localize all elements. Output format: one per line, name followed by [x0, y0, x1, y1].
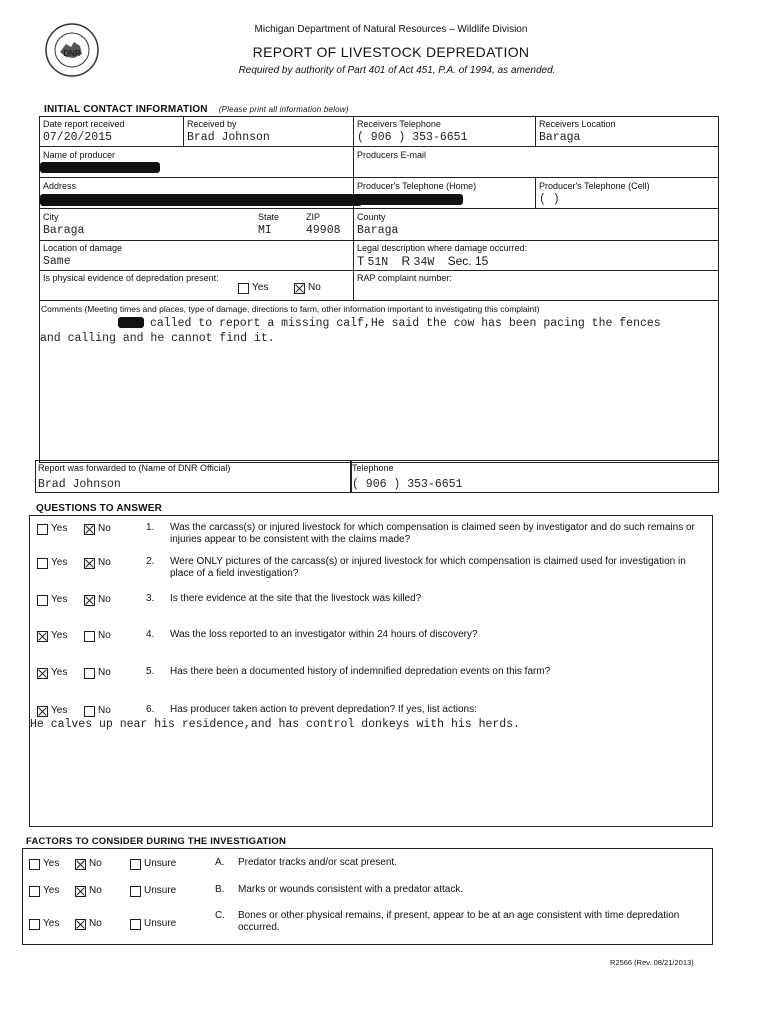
legal-description-value[interactable]: [357, 254, 488, 269]
section-questions: QUESTIONS TO ANSWER: [36, 503, 163, 514]
factor-yes-checkbox[interactable]: [29, 919, 40, 930]
question-3-yes-checkbox[interactable]: [37, 595, 48, 606]
state-value[interactable]: MI: [258, 224, 272, 237]
township-value: 51N: [367, 256, 389, 269]
factor-unsure-label: Unsure: [144, 885, 177, 896]
question-yes-label: Yes: [51, 667, 68, 678]
factor-yes-checkbox[interactable]: [29, 859, 40, 870]
question-no-label: No: [98, 630, 111, 641]
question-5-yes-checkbox[interactable]: [37, 668, 48, 679]
question-1-no[interactable]: [84, 523, 111, 536]
question-6-no[interactable]: [84, 705, 111, 718]
question-number: 3.: [146, 593, 155, 604]
question-6-yes[interactable]: [37, 705, 67, 718]
question-1-no-checkbox[interactable]: [84, 524, 95, 535]
form-title: REPORT OF LIVESTOCK DEPREDATION: [252, 44, 530, 60]
print-note: (Please print all information below): [218, 105, 349, 114]
factor-no-label: No: [89, 885, 102, 896]
section-label: Sec.: [447, 254, 472, 268]
received-by-label: Received by: [187, 119, 237, 129]
factor-c-unsure[interactable]: [130, 918, 176, 931]
forwarded-telephone-label: Telephone: [352, 463, 394, 473]
question-5-yes[interactable]: [37, 667, 67, 680]
receivers-location-value[interactable]: Baraga: [539, 131, 581, 144]
factor-yes-label: Yes: [43, 858, 60, 869]
factor-a-no[interactable]: [75, 858, 102, 871]
question-number: 4.: [146, 629, 155, 640]
factor-no-label: No: [89, 918, 102, 929]
factor-yes-label: Yes: [43, 885, 60, 896]
comments-label: Comments (Meeting times and places, type of damage, directions to farm, other information important to investigating this complaint): [41, 304, 540, 314]
factor-yes-label: Yes: [43, 918, 60, 929]
damage-location-value[interactable]: Same: [43, 255, 71, 268]
comments-line-1[interactable]: called to report a missing calf,He said the cow has been pacing the fences: [150, 317, 661, 330]
redacted-producer-in-comments: [118, 317, 144, 328]
factor-unsure-label: Unsure: [144, 918, 177, 929]
receivers-telephone-value[interactable]: ( 906 ) 353-6651: [357, 131, 468, 144]
question-2-no-checkbox[interactable]: [84, 558, 95, 569]
question-yes-label: Yes: [51, 523, 68, 534]
section-value: 15: [474, 254, 489, 268]
factor-unsure-label: Unsure: [144, 858, 177, 869]
rap-complaint-label: RAP complaint number:: [357, 273, 452, 283]
question-text: Is there evidence at the site that the livestock was killed?: [170, 593, 422, 604]
question-no-label: No: [98, 523, 111, 534]
comments-line-2[interactable]: and calling and he cannot find it.: [40, 332, 275, 345]
forwarded-telephone-value[interactable]: ( 906 ) 353-6651: [352, 478, 463, 491]
section-factors: FACTORS TO CONSIDER DURING THE INVESTIGATION: [26, 836, 287, 847]
section-initial-contact: [44, 104, 349, 115]
receivers-location-label: Receivers Location: [539, 119, 616, 129]
question-yes-label: Yes: [51, 630, 68, 641]
damage-location-label: Location of damage: [43, 243, 123, 253]
evidence-no-checkbox[interactable]: [294, 283, 305, 294]
factor-letter: A.: [215, 857, 225, 868]
received-by-value[interactable]: Brad Johnson: [187, 131, 270, 144]
agency-name: Michigan Department of Natural Resources – Wildlife Division: [254, 24, 528, 35]
question-2-no[interactable]: [84, 557, 111, 570]
question-no-label: No: [98, 557, 111, 568]
question-2-yes-checkbox[interactable]: [37, 558, 48, 569]
cell-telephone-value[interactable]: ( ): [539, 193, 560, 206]
question-3-no-checkbox[interactable]: [84, 595, 95, 606]
date-received-value[interactable]: 07/20/2015: [43, 131, 113, 144]
question-number: 6.: [146, 704, 155, 715]
form-number: R2566 (Rev. 08/21/2013): [610, 958, 694, 967]
question-6-no-checkbox[interactable]: [84, 706, 95, 717]
question-1-yes[interactable]: [37, 523, 67, 536]
factor-a-yes[interactable]: [29, 858, 59, 871]
factor-yes-checkbox[interactable]: [29, 886, 40, 897]
factor-b-no[interactable]: [75, 885, 102, 898]
factor-letter: B.: [215, 884, 225, 895]
question-4-no-checkbox[interactable]: [84, 631, 95, 642]
question-no-label: No: [98, 667, 111, 678]
question-yes-label: Yes: [51, 557, 68, 568]
legal-description-label: Legal description where damage occurred:: [357, 243, 528, 253]
evidence-no[interactable]: [294, 282, 321, 295]
factor-no-label: No: [89, 858, 102, 869]
question-no-label: No: [98, 705, 111, 716]
question-yes-label: Yes: [51, 594, 68, 605]
range-value: 34W: [413, 256, 435, 269]
evidence-no-label: No: [308, 282, 321, 293]
question-text: Were ONLY pictures of the carcass(s) or injured livestock for which compensation is claimed used for investigation in place of a field investigation?: [170, 556, 686, 579]
factor-text: Predator tracks and/or scat present.: [238, 857, 397, 868]
question-number: 5.: [146, 666, 155, 677]
county-value[interactable]: Baraga: [357, 224, 399, 237]
factor-c-no[interactable]: [75, 918, 102, 931]
home-telephone-label: Producer's Telephone (Home): [357, 181, 477, 191]
evidence-yes-checkbox[interactable]: [238, 283, 249, 294]
factor-text: Bones or other physical remains, if present, appear to be at an age consistent with time depredation occurred.: [238, 910, 680, 933]
receivers-telephone-label: Receivers Telephone: [357, 119, 441, 129]
evidence-label: Is physical evidence of depredation present:: [43, 273, 219, 283]
question-6-yes-checkbox[interactable]: [37, 706, 48, 717]
question-text: Was the loss reported to an investigator within 24 hours of discovery?: [170, 629, 478, 640]
question-3-no[interactable]: [84, 594, 111, 607]
factor-b-unsure[interactable]: [130, 885, 176, 898]
question-number: 2.: [146, 556, 155, 567]
question-5-no-checkbox[interactable]: [84, 668, 95, 679]
producer-name-label: Name of producer: [43, 150, 116, 160]
city-value[interactable]: Baraga: [43, 224, 85, 237]
factor-no-checkbox[interactable]: [75, 886, 86, 897]
authority-line: Required by authority of Part 401 of Act 451, P.A. of 1994, as amended.: [238, 65, 556, 76]
factor-b-yes[interactable]: [29, 885, 59, 898]
redacted-address: [40, 194, 362, 206]
question-4-yes-checkbox[interactable]: [37, 631, 48, 642]
address-label: Address: [43, 181, 77, 191]
township-label: T: [357, 254, 365, 268]
range-label: R: [401, 254, 411, 268]
cell-telephone-label: Producer's Telephone (Cell): [539, 181, 650, 191]
factor-a-unsure[interactable]: [130, 858, 176, 871]
producer-email-label: Producers E-mail: [357, 150, 427, 160]
prevention-actions-text[interactable]: He calves up near his residence,and has control donkeys with his herds.: [30, 718, 520, 731]
state-label: State: [258, 212, 280, 222]
factor-letter: C.: [215, 910, 225, 921]
question-text: Was the carcass(s) or injured livestock for which compensation is claimed seen by investigator and do such remains or injuries appear to be consistent with the claims made?: [170, 522, 695, 545]
question-yes-label: Yes: [51, 705, 68, 716]
question-5-no[interactable]: [84, 667, 111, 680]
question-number: 1.: [146, 522, 155, 533]
question-no-label: No: [98, 594, 111, 605]
zip-label: ZIP: [306, 212, 321, 222]
city-label: City: [43, 212, 59, 222]
factor-c-yes[interactable]: [29, 918, 59, 931]
redacted-home-telephone: [355, 194, 463, 205]
section-heading: INITIAL CONTACT INFORMATION: [44, 104, 208, 115]
zip-value[interactable]: 49908: [306, 224, 341, 237]
factor-no-checkbox[interactable]: [75, 859, 86, 870]
question-4-no[interactable]: [84, 630, 111, 643]
question-text: Has there been a documented history of indemnified depredation events on this farm?: [170, 666, 551, 677]
redacted-producer-name: [40, 162, 160, 173]
question-text: Has producer taken action to prevent depredation? If yes, list actions:: [170, 704, 477, 715]
factor-unsure-checkbox[interactable]: [130, 919, 141, 930]
evidence-yes[interactable]: [238, 282, 268, 295]
question-4-yes[interactable]: [37, 630, 67, 643]
date-received-label: Date report received: [43, 119, 125, 129]
svg-text:DNR: DNR: [63, 49, 81, 58]
factor-unsure-checkbox[interactable]: [130, 886, 141, 897]
evidence-yes-label: Yes: [252, 282, 269, 293]
question-1-yes-checkbox[interactable]: [37, 524, 48, 535]
forwarded-label: Report was forwarded to (Name of DNR Official): [38, 463, 231, 473]
factor-no-checkbox[interactable]: [75, 919, 86, 930]
question-2-yes[interactable]: [37, 557, 67, 570]
forwarded-value[interactable]: Brad Johnson: [38, 478, 121, 491]
factor-unsure-checkbox[interactable]: [130, 859, 141, 870]
county-label: County: [357, 212, 386, 222]
factor-text: Marks or wounds consistent with a predator attack.: [238, 884, 464, 895]
question-3-yes[interactable]: [37, 594, 67, 607]
